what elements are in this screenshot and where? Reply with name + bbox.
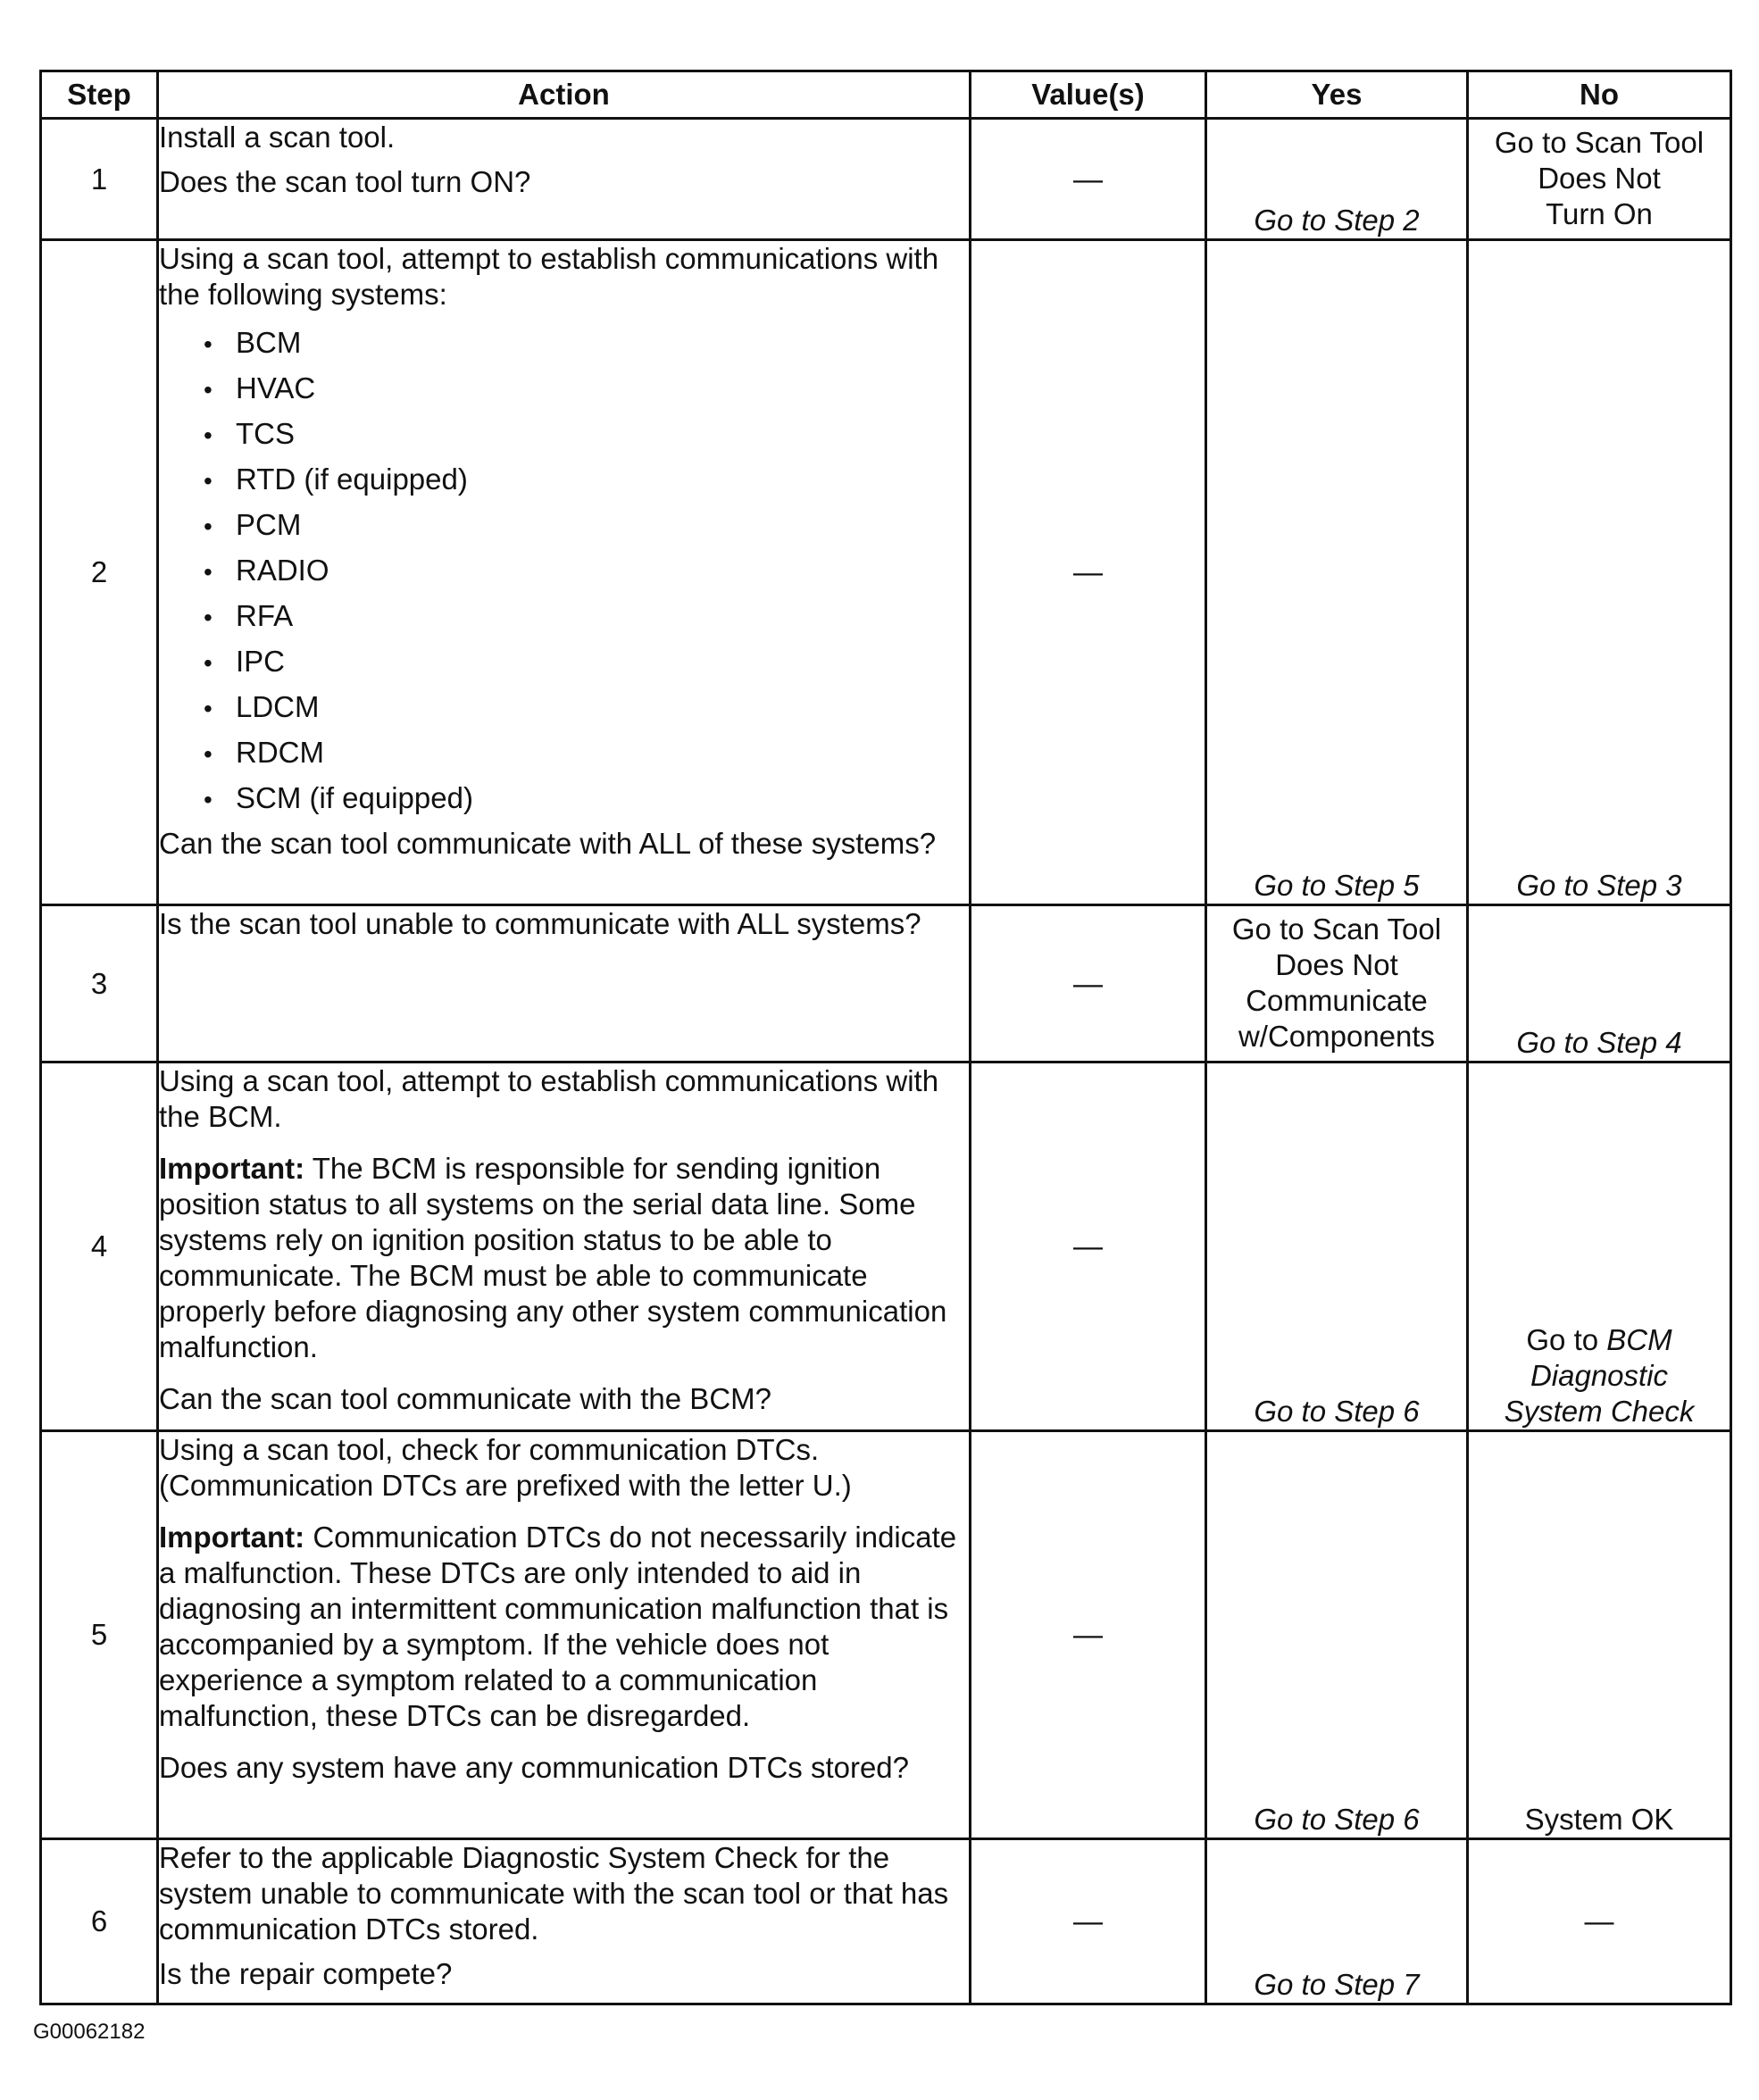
system-item: • SCM (if equipped) (204, 775, 969, 821)
no-cell: Go to Step 4 (1468, 905, 1731, 1062)
no-cell: System OK (1468, 1431, 1731, 1839)
action-text: Refer to the applicable Diagnostic System Check for the system unable to communicate with the scan tool or that has communication DTCs stored. (159, 1841, 949, 1946)
bullet-icon: • (204, 604, 213, 631)
no-line: Turn On (1546, 197, 1653, 230)
header-yes: Yes (1206, 71, 1468, 119)
bullet-icon: • (204, 512, 213, 540)
action-text: Using a scan tool, attempt to establish communications with the following systems: (159, 242, 939, 311)
system-item: • RTD (if equipped) (204, 456, 969, 502)
header-no: No (1468, 71, 1731, 119)
step-row-3 (41, 905, 1731, 1062)
step-number: 2 (41, 240, 158, 905)
step-number: 5 (41, 1431, 158, 1839)
action-cell (158, 119, 971, 240)
system-item: • LDCM (204, 684, 969, 729)
bullet-icon: • (204, 695, 213, 722)
no-cell (1468, 1062, 1731, 1431)
no-line: Go to Scan Tool (1494, 126, 1705, 159)
no-cell: — (1468, 1839, 1731, 2004)
action-cell (158, 1062, 971, 1431)
action-question: Is the scan tool unable to communicate with ALL systems? (159, 907, 921, 940)
bullet-icon: • (204, 467, 213, 495)
value-cell: — (971, 1062, 1206, 1431)
step-number: 1 (41, 119, 158, 240)
bullet-icon: • (204, 740, 213, 768)
action-text: Using a scan tool, check for communication DTCs. (Communication DTCs are prefixed with the letter U.) (159, 1433, 852, 1502)
value-cell: — (971, 240, 1206, 905)
no-line: Does Not (1538, 162, 1661, 195)
step-row-1 (41, 119, 1731, 240)
step-number: 6 (41, 1839, 158, 2004)
action-text: Using a scan tool, attempt to establish communications with the BCM. (159, 1064, 939, 1133)
system-item: • TCS (204, 411, 969, 456)
no-line: Go to BCM (1526, 1323, 1672, 1356)
system-item: • RDCM (204, 729, 969, 775)
header-row (41, 71, 1731, 119)
bullet-icon: • (204, 376, 213, 404)
action-question: Can the scan tool communicate with ALL of these systems? (159, 827, 937, 860)
step-row-5 (41, 1431, 1731, 1839)
yes-line: w/Components (1238, 1020, 1436, 1053)
system-item: • RADIO (204, 547, 969, 593)
step-number: 4 (41, 1062, 158, 1431)
no-cell: Go to Step 3 (1468, 240, 1731, 905)
value-cell: — (971, 905, 1206, 1062)
header-action: Action (158, 71, 971, 119)
system-list (159, 320, 969, 821)
no-line: System Check (1504, 1395, 1695, 1428)
header-step: Step (41, 71, 158, 119)
important-text: Communication DTCs do not necessarily indicate a malfunction. These DTCs are only intended to aid in diagnosing an intermittent communication malfunction that is accompanied by a symptom. If the vehicle does not experience a symptom related to a communication malfunction, these DTCs can be disregarded. (159, 1521, 957, 1732)
yes-cell: Go to Step 6 (1206, 1431, 1468, 1839)
step-row-4 (41, 1062, 1731, 1431)
system-item: • PCM (204, 502, 969, 547)
step-row-2 (41, 240, 1731, 905)
yes-cell: Go to Step 2 (1206, 119, 1468, 240)
value-cell: — (971, 1839, 1206, 2004)
action-question: Does any system have any communication DTCs stored? (159, 1751, 910, 1784)
no-cell (1468, 119, 1731, 240)
bullet-icon: • (204, 421, 213, 449)
yes-cell: Go to Step 7 (1206, 1839, 1468, 2004)
important-label: Important: (159, 1152, 305, 1185)
important-note (159, 1520, 969, 1734)
no-line: Diagnostic (1530, 1359, 1669, 1392)
system-item: • BCM (204, 320, 969, 365)
diagnostic-table (39, 70, 1732, 2005)
system-item: • HVAC (204, 365, 969, 411)
important-text: The BCM is responsible for sending ignition position status to all systems on the serial data line. Some systems rely on ignition position status to be able to communicate. The BCM must be able to communicate properly before diagnosing any other system communication malfunction. (159, 1152, 947, 1363)
action-question: Is the repair compete? (159, 1957, 453, 1990)
important-label: Important: (159, 1521, 305, 1554)
action-question: Can the scan tool communicate with the BCM? (159, 1382, 771, 1415)
action-cell (158, 905, 971, 1062)
step-number: 3 (41, 905, 158, 1062)
action-cell (158, 240, 971, 905)
step-row-6 (41, 1839, 1731, 2004)
bullet-icon: • (204, 786, 213, 813)
header-values: Value(s) (971, 71, 1206, 119)
yes-cell (1206, 905, 1468, 1062)
action-cell (158, 1839, 971, 2004)
yes-cell: Go to Step 6 (1206, 1062, 1468, 1431)
value-cell: — (971, 1431, 1206, 1839)
action-text: Install a scan tool. (159, 121, 396, 154)
system-item: • RFA (204, 593, 969, 638)
important-note (159, 1151, 969, 1365)
yes-cell: Go to Step 5 (1206, 240, 1468, 905)
yes-line: Go to Scan Tool (1231, 912, 1442, 946)
value-cell: — (971, 119, 1206, 240)
action-question: Does the scan tool turn ON? (159, 165, 531, 198)
bullet-icon: • (204, 330, 213, 358)
bullet-icon: • (204, 558, 213, 586)
system-item: • IPC (204, 638, 969, 684)
action-cell (158, 1431, 971, 1839)
bullet-icon: • (204, 649, 213, 677)
figure-code: G00062182 (33, 2020, 146, 2044)
yes-line: Does Not (1275, 948, 1398, 981)
yes-line: Communicate (1246, 984, 1428, 1017)
